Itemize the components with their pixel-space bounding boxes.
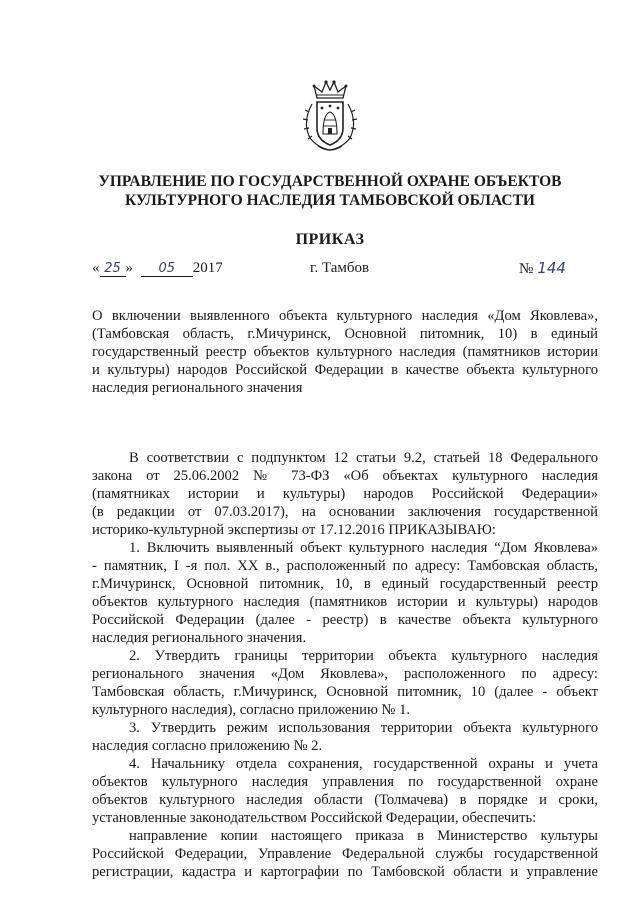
subject-line: (Тамбовская область, г.Мичуринск, Основной питомник, 10) в единый (92, 326, 598, 342)
body-line: объектов культурного наследия области (Толмачева) в порядке и сроки, (92, 792, 598, 808)
handwritten-month: 05 (141, 259, 193, 279)
date-open-quote: « (92, 260, 100, 276)
body-line: 3. Утвердить режим использования территории объекта культурного (129, 720, 598, 736)
date-close-quote: » (125, 260, 133, 276)
body-line: направление копии настоящего приказа в Министерство культуры (129, 828, 598, 844)
body-line: Российской Федерации (далее - реестр) в качестве объекта культурного (92, 612, 598, 628)
body-line: Российской Федерации, Управление Федеральной службы государственной (92, 846, 598, 862)
body-line: установленные законодательством Российской Федерации, обеспечить: (92, 810, 537, 826)
order-date (92, 258, 223, 279)
body-line: объектов культурного наследия управления по государственной охране (92, 774, 598, 790)
subject-line: государственный реестр объектов культурного наследия (памятников истории (92, 344, 598, 360)
body-line: г.Мичуринск, Основной питомник, 10, в единый государственный реестр (92, 576, 598, 592)
subject-line: и культуры) народов Российской Федерации в качестве объекта культурного (92, 362, 598, 378)
body-line: 2. Утвердить границы территории объекта культурного наследия (129, 648, 598, 664)
body-line: (памятниках истории и культуры) народов Российской Федерации» (92, 486, 598, 502)
body-line: 4. Начальнику отдела сохранения, государственной охраны и учета (129, 756, 598, 772)
body-line: регистрации, кадастра и картографии по Тамбовской области и управление (92, 864, 598, 880)
number-sign: № (519, 261, 534, 277)
body-line: наследия регионального значения. (92, 630, 307, 646)
body-line: Тамбовская область, г.Мичуринск, Основной питомник, 10 (далее - объект (92, 684, 598, 700)
date-year: 2017 (192, 260, 223, 276)
organization-name-line-1: УПРАВЛЕНИЕ ПО ГОСУДАРСТВЕННОЙ ОХРАНЕ ОБЪЕКТОВ (98, 173, 562, 190)
coat-of-arms-emblem (300, 78, 360, 154)
body-line: регионального значения «Дом Яковлева», расположенного по адресу: (92, 666, 598, 682)
body-line: - памятник, I -я пол. XX в., расположенный по адресу: Тамбовская область, (92, 558, 598, 574)
body-line: В соответствии с подпунктом 12 статьи 9.2, статьей 18 Федерального (129, 450, 598, 466)
handwritten-number: 144 (537, 259, 566, 277)
organization-name-line-2: КУЛЬТУРНОГО НАСЛЕДИЯ ТАМБОВСКОЙ ОБЛАСТИ (125, 192, 535, 209)
body-line: закона от 25.06.2002 № 73-ФЗ «Об объектах культурного наследия (92, 468, 598, 484)
body-line: (в редакции от 07.03.2017), на основании заключения государственной (92, 504, 598, 520)
handwritten-day: 25 (100, 259, 126, 279)
order-city: г. Тамбов (310, 260, 370, 276)
subject-line: О включении выявленного объекта культурного наследия «Дом Яковлева», (92, 308, 598, 324)
body-line: культурного наследия), согласно приложению № 1. (92, 702, 411, 718)
subject-line: наследия регионального значения (92, 380, 303, 396)
document-type-title: ПРИКАЗ (295, 231, 365, 248)
body-line: 1. Включить выявленный объект культурного наследия “Дом Яковлева» (129, 540, 598, 556)
order-number (519, 258, 566, 279)
body-line: объектов культурного наследия (памятников истории и культуры) народов (92, 594, 598, 610)
body-line: историко-культурной экспертизы от 17.12.2016 ПРИКАЗЫВАЮ: (92, 522, 496, 538)
body-line: наследия согласно приложению № 2. (92, 738, 323, 754)
